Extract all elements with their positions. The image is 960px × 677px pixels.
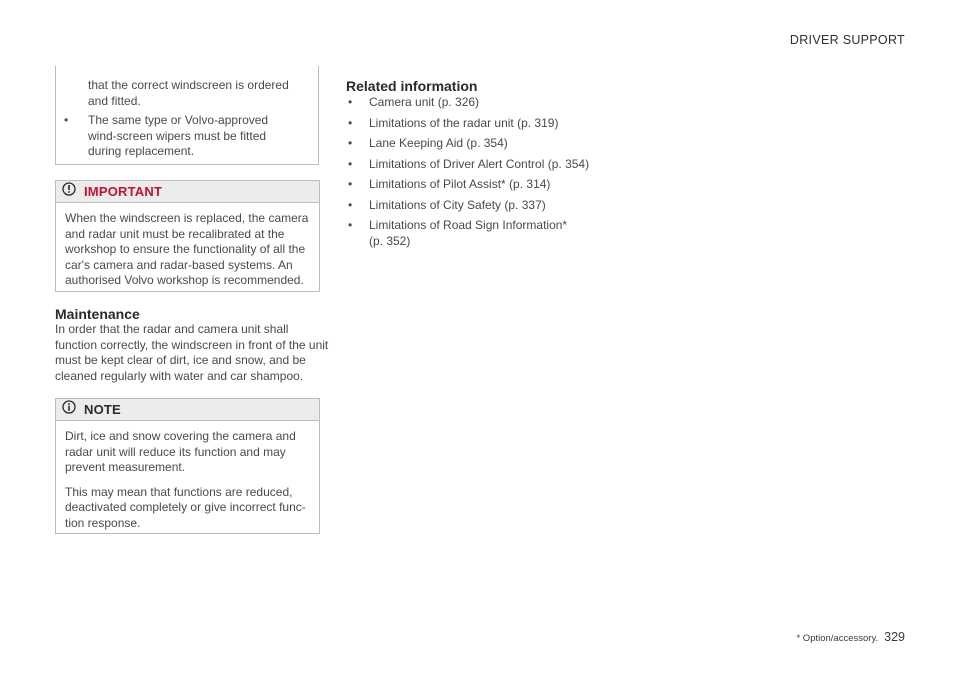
bullet-icon: •: [348, 156, 353, 171]
list-item[interactable]: [346, 177, 646, 193]
related-link-road-sign-limitations[interactable]: Limitations of Road Sign Information* (p. 352): [369, 218, 568, 248]
important-header: [56, 181, 319, 203]
related-link-city-safety-limitations[interactable]: Limitations of City Safety (p. 337): [369, 197, 546, 212]
continuation-text: that the correct windscreen is ordered and fitted.: [88, 78, 289, 108]
bullet-icon: •: [348, 218, 353, 232]
list-item[interactable]: [346, 198, 646, 214]
bullet-icon: •: [64, 113, 69, 127]
note-paragraph-2: This may mean that functions are reduced, deactivated completely or give incorrect func-tion response.: [65, 484, 306, 530]
list-item[interactable]: [346, 218, 646, 249]
note-paragraph-1: Dirt, ice and snow covering the camera and radar unit will reduce its function and may prevent measurement.: [65, 429, 296, 474]
page-number: 329: [884, 630, 905, 644]
related-link-driver-alert-limitations[interactable]: Limitations of Driver Alert Control (p. 354): [369, 156, 590, 171]
list-item[interactable]: [346, 136, 646, 152]
list-item[interactable]: [346, 157, 646, 173]
bullet-icon: •: [348, 197, 353, 212]
note-header: [56, 399, 319, 421]
related-link-pilot-assist-limitations[interactable]: Limitations of Pilot Assist* (p. 314): [369, 177, 551, 191]
info-circle-icon: [62, 400, 76, 419]
bullet-icon: •: [348, 177, 353, 191]
list-item[interactable]: [346, 95, 646, 111]
exclamation-circle-icon: [62, 182, 76, 201]
continuation-bullet-text: The same type or Volvo-approved wind-screen wipers must be fitted during replacement.: [88, 113, 269, 158]
continuation-bullet: [62, 113, 312, 160]
maintenance-text: In order that the radar and camera unit shall function correctly, the windscreen in front of the unit must be kept clear of dirt, ice and snow, and be cleaned regularly with water and car shampoo.: [55, 322, 329, 383]
important-text: When the windscreen is replaced, the camera and radar unit must be recalibrated at the workshop to ensure the functionality of all the car's camera and radar-based systems. An authorised Volvo workshop is recommended.: [65, 211, 309, 287]
related-link-lane-keeping-aid[interactable]: Lane Keeping Aid (p. 354): [369, 136, 508, 150]
note-box: [55, 398, 320, 534]
bullet-icon: •: [348, 136, 353, 150]
footnote: * Option/accessory.: [796, 633, 879, 644]
related-information-heading: Related information: [346, 78, 478, 94]
maintenance-heading: Maintenance: [55, 306, 140, 322]
related-link-camera-unit[interactable]: Camera unit (p. 326): [369, 95, 480, 109]
page-footer: [796, 630, 905, 644]
important-box: [55, 180, 320, 292]
related-information-list: [346, 95, 646, 254]
bullet-icon: •: [348, 115, 353, 130]
important-label: IMPORTANT: [84, 184, 163, 199]
related-link-radar-limitations[interactable]: Limitations of the radar unit (p. 319): [369, 115, 559, 130]
bullet-icon: •: [348, 95, 353, 109]
continuation-box: [55, 66, 319, 165]
list-item[interactable]: [346, 116, 646, 132]
note-label: NOTE: [84, 402, 121, 417]
section-title: DRIVER SUPPORT: [789, 33, 905, 47]
